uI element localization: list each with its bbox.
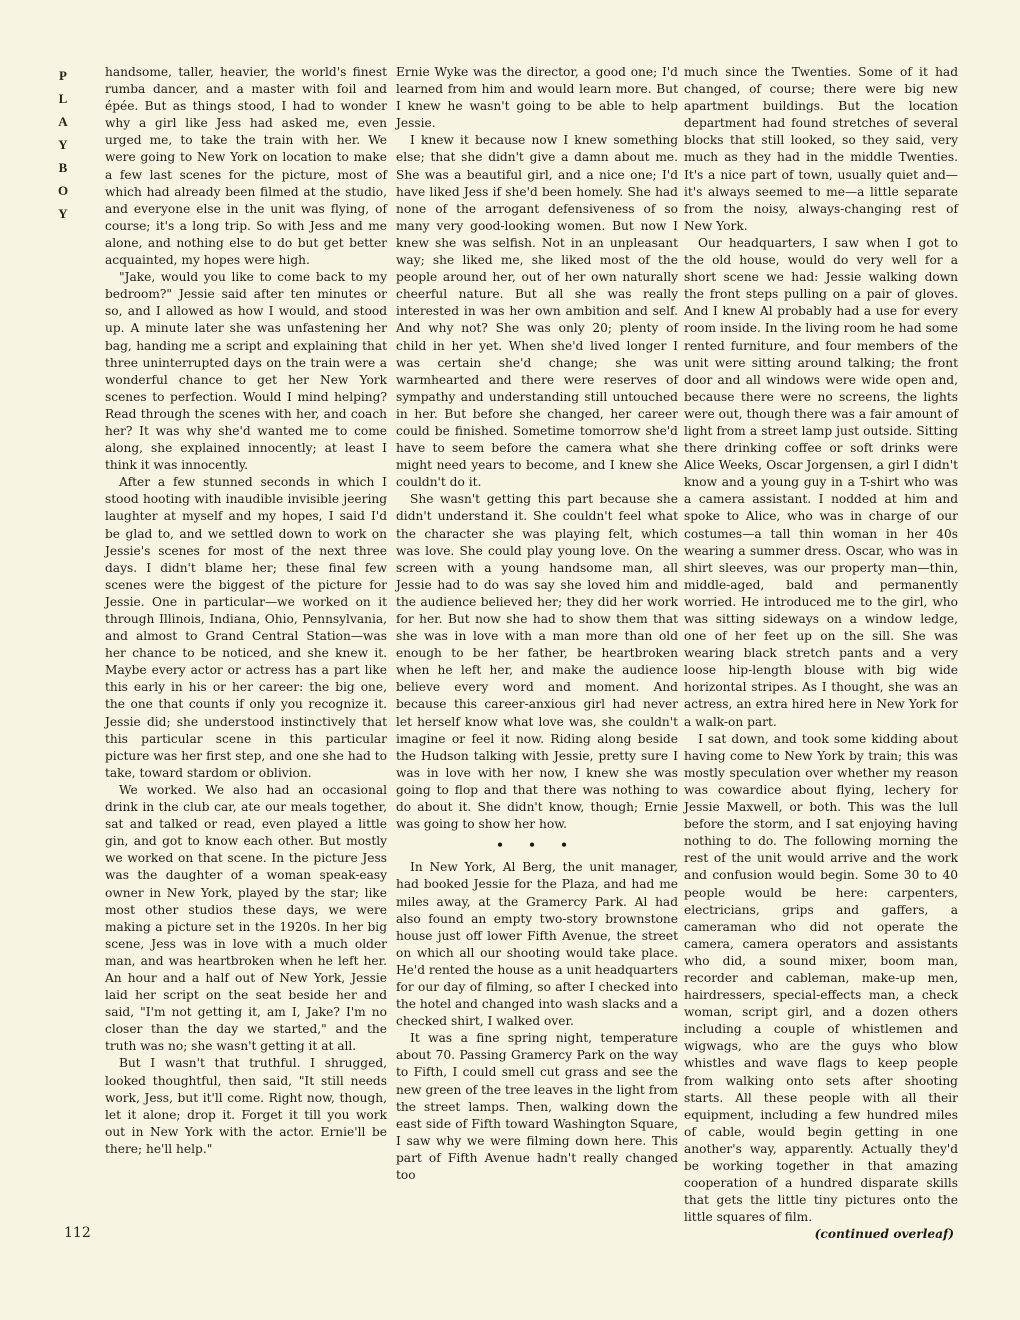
text-column-2	[396, 64, 678, 1184]
masthead-letter: A	[58, 114, 68, 129]
paragraph: Our headquarters, I saw when I got to the old house, would do very well for a short scene we had: Jessie walking down the front steps pulling on a pair of gloves. And I knew Al probably had a use for every room inside. In the living room he had some rented furniture, and four members of the unit were sitting around talking; the front door and all windows were wide open and, because there were no screens, the lights were out, though there was a fair amount of light from a street lamp just outside. Sitting there drinking coffee or soft drinks were Alice Weeks, Oscar Jorgensen, a girl I didn't know and a young guy in a T-shirt who was a camera assistant. I nodded at him and spoke to Alice, who was in charge of our costumes—a tall thin woman in her 40s wearing a summer dress. Oscar, who was in shirt sleeves, was our property man—thin, middle-aged, bald and permanently worried. He introduced me to the girl, who was sitting sideways on a window ledge, one of her feet up on the sill. She was wearing black stretch pants and a very loose hip-length blouse with big wide horizontal stripes. As I thought, she was an actress, an extra hired here in New York for a walk-on part.	[684, 235, 958, 729]
paragraph: She wasn't getting this part because she didn't understand it. She couldn't feel what the character she was playing felt, which was love. She could play young love. On the screen with a young handsome man, all Jessie had to do was say she loved him and the audience believed her; they did her work for her. But now she had to show them that she was in love with a man more than old enough to be her father, be heartbroken when he left her, and make the audience believe every word and moment. And because this career-anxious girl had never let herself know what love was, she couldn't imagine or feel it now. Riding along beside the Hudson talking with Jessie, pretty sure I was in love with her now, I knew she was going to flop and that there was nothing to do about it. She didn't know, though; Ernie was going to show her how.	[396, 492, 678, 832]
masthead-letter: L	[58, 91, 68, 106]
masthead-letter: O	[57, 183, 69, 198]
masthead-letter: Y	[58, 206, 68, 221]
text-column-3	[684, 64, 958, 1243]
masthead-letter: P	[59, 68, 67, 83]
masthead-letter: B	[58, 160, 68, 175]
masthead-letter: Y	[58, 137, 68, 152]
paragraph: We worked. We also had an occasional drink in the club car, ate our meals together, sat and talked or read, even played a little gin, and got to know each other. But mostly we worked on that scene. In the picture Jess was the daughter of a woman speak-easy owner in New York, played by the star; like most other studios these days, we were making a picture set in the 1920s. In her big scene, Jess was in love with a much older man, and was heartbroken when he left her. An hour and a half out of New York, Jessie laid her script on the seat beside her and said, "I'm not getting it, am I, Jake? I'm no closer than the day we started," and the truth was no; she wasn't getting it at all.	[105, 782, 387, 1054]
continued-note: (continued overleaf)	[814, 1227, 954, 1242]
magazine-masthead-vertical	[52, 64, 74, 225]
paragraph: After a few stunned seconds in which I stood hooting with inaudible invisible jeering laughter at myself and my hopes, I said I'd be glad to, and we settled down to work on Jessie's scenes for most of the next three days. I didn't blame her; these final few scenes were the biggest of the picture for Jessie. One in particular—we worked on it through Illinois, Indiana, Ohio, Pennsylvania, and almost to Grand Central Station—was her chance to be noticed, and she knew it. Maybe every actor or actress has a part like this early in his or her career: the big one, the one that counts if only you recognize it. Jessie did; she understood instinctively that this particular scene in this particular picture was her first step, and one she had to take, toward stardom or oblivion.	[105, 475, 387, 780]
text-column-1	[105, 64, 387, 1158]
paragraph: It was a fine spring night, temperature about 70. Passing Gramercy Park on the way to Fifth, I could smell cut grass and see the new green of the tree leaves in the light from the street lamps. Then, walking down the east side of Fifth toward Washington Square, I saw why we were filming down here. This part of Fifth Avenue hadn't really changed too	[396, 1031, 678, 1182]
paragraph: handsome, taller, heavier, the world's finest rumba dancer, and a master with foil and épée. But as things stood, I had to wonder why a girl like Jess had asked me, even urged me, to take the train with her. We were going to New York on location to make a few last scenes for the picture, most of which had already been filmed at the studio, and everyone else in the unit was flying, of course; it's a long trip. So with Jess and me alone, and nothing else to do but get better acquainted, my hopes were high.	[105, 65, 387, 268]
paragraph: I knew it because now I knew something else; that she didn't give a damn about me. She was a beautiful girl, and a nice one; I'd have liked Jess if she'd been homely. She had none of the arrogant defensiveness of so many very good-looking women. But now I knew she was selfish. Not in an unpleasant way; she liked me, she liked most of the people around her, out of her own naturally cheerful nature. But all she was really interested in was her own ambition and self. And why not? She was only 20; plenty of child in her yet. When she'd lived longer I was certain she'd change; she was warmhearted and there were reserves of sympathy and understanding still untouched in her. But before she changed, her career could be finished. Sometime tomorrow she'd have to seem before the camera what she might need years to become, and I knew she couldn't do it.	[396, 133, 678, 490]
paragraph: "Jake, would you like to come back to my bedroom?" Jessie said after ten minutes or so, and I allowed as how I would, and stood up. A minute later she was unfastening her bag, handing me a script and explaining that three uninterrupted days on the train were a wonderful chance to get her New York scenes to perfection. Would I mind helping? Read through the scenes with her, and coach her? It was why she'd wanted me to come along, she explained innocently; at least I think it was innocently.	[105, 270, 387, 473]
paragraph: I sat down, and took some kidding about having come to New York by train; this was mostly speculation over whether my reason was cowardice about flying, lechery for Jessie Maxwell, or both. This was the lull before the storm, and I sat enjoying having nothing to do. The following morning the rest of the unit would arrive and the work and confusion would begin. Some 30 to 40 people would be here: carpenters, electricians, grips and gaffers, a cameraman who did not operate the camera, camera operators and assistants who did, a sound mixer, boom man, recorder and cableman, make-up men, hairdressers, special-effects man, a check woman, script girl, and a dozen others including a couple of whistlemen and wigwags, who are the guys who blow whistles and wave flags to keep people from walking onto sets after shooting starts. All these people with all their equipment, including a few hundred miles of cable, would begin getting in one another's way, apparently. Actually they'd be working together in that amazing cooperation of a hundred disparate skills that gets the little tiny pictures onto the little squares of film.	[684, 731, 958, 1225]
paragraph: much since the Twenties. Some of it had changed, of course; there were big new apartment buildings. But the location department had found stretches of several blocks that still looked, so they said, very much as they had in the middle Twenties. It's a nice part of town, usually quiet and—it's always seemed to me—a little separate from the noisy, always-changing rest of New York.	[684, 65, 958, 233]
page-number: 112	[64, 1225, 91, 1241]
section-separator: • • •	[496, 838, 578, 853]
paragraph: But I wasn't that truthful. I shrugged, looked thoughtful, then said, "It still needs work, Jess, but it'll come. Right now, though, let it alone; drop it. Forget it till you work out in New York with the actor. Ernie'll be there; he'll help."	[105, 1056, 387, 1156]
paragraph: In New York, Al Berg, the unit manager, had booked Jessie for the Plaza, and had me miles away, at the Gramercy Park. Al had also found an empty two-story brownstone house just off lower Fifth Avenue, the street on which all our shooting would take place. He'd rented the house as a unit headquarters for our day of filming, so after I checked into the hotel and changed into wash slacks and a checked shirt, I walked over.	[396, 860, 678, 1029]
paragraph: Ernie Wyke was the director, a good one; I'd learned from him and would learn more. But I knew he wasn't going to be able to help Jessie.	[396, 65, 678, 131]
